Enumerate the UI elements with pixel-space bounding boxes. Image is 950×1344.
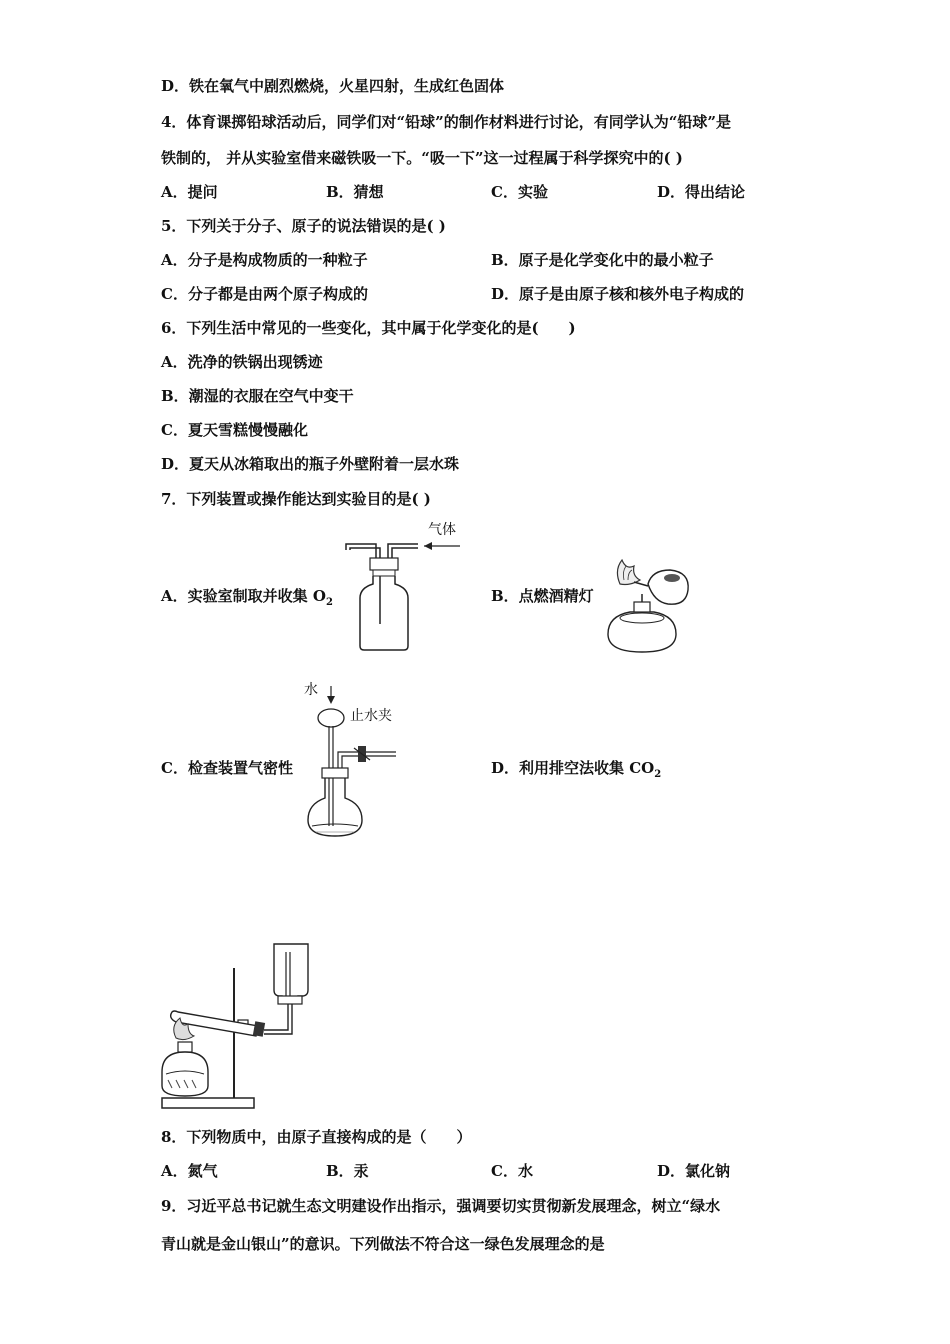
q8-option-a: A．氮气	[161, 1162, 218, 1180]
q4-option-d: D．得出结论	[657, 183, 746, 201]
airtightness-check-figure	[300, 680, 410, 840]
q6-option-c: C．夏天雪糕慢慢融化	[161, 421, 308, 439]
q7-option-b: B．点燃酒精灯	[491, 587, 594, 605]
stop-clamp-label: 止水夹	[350, 708, 392, 724]
q8-option-d: D．氯化钠	[657, 1162, 731, 1180]
gas-washing-bottle-figure	[340, 518, 470, 658]
q6-option-b: B．潮湿的衣服在空气中变干	[161, 387, 354, 405]
q7-option-a-subscript: 2	[325, 597, 333, 608]
q8-option-c: C．水	[491, 1162, 533, 1180]
q9-stem-line2: 青山就是金山银山”的意识。下列做法不符合这一绿色发展理念的是	[161, 1235, 605, 1253]
lighting-alcohol-lamp-figure	[600, 556, 695, 658]
q4-stem-line1: 4．体育课掷铅球活动后，同学们对“铅球”的制作材料进行讨论，有同学认为“铅球”是	[161, 113, 731, 131]
q5-option-a: A．分子是构成物质的一种粒子	[161, 251, 368, 269]
q4-option-c: C．实验	[491, 183, 548, 201]
q4-stem-line2: 铁制的， 并从实验室借来磁铁吸一下。“吸一下”这一过程属于科学探究中的( )	[161, 149, 683, 167]
q8-stem: 8．下列物质中，由原子直接构成的是（ ）	[161, 1128, 472, 1146]
q6-option-a: A．洗净的铁锅出现锈迹	[161, 353, 323, 371]
q7-option-d-subscript: 2	[654, 769, 662, 780]
q7-option-d-text: D．利用排空法收集 CO	[491, 759, 655, 777]
q5-stem: 5．下列关于分子、原子的说法错误的是( )	[161, 217, 446, 235]
q8-option-b: B．汞	[326, 1162, 369, 1180]
q6-option-d: D．夏天从冰箱取出的瓶子外壁附着一层水珠	[161, 455, 460, 473]
q3-option-d: D．铁在氧气中剧烈燃烧，火星四射，生成红色固体	[161, 77, 505, 95]
q4-option-a: A．提问	[161, 183, 218, 201]
heating-collection-apparatus-figure	[158, 938, 318, 1114]
q5-option-c: C．分子都是由两个原子构成的	[161, 285, 368, 303]
q9-stem-line1: 9．习近平总书记就生态文明建设作出指示，强调要切实贯彻新发展理念，树立“绿水	[161, 1197, 721, 1215]
q4-option-b: B．猜想	[326, 183, 384, 201]
gas-label: 气体	[428, 522, 456, 538]
q7-option-a-text: A．实验室制取并收集 O	[161, 587, 326, 605]
q7-stem: 7．下列装置或操作能达到实验目的是( )	[161, 490, 431, 508]
q7-option-d	[491, 758, 661, 785]
q5-option-b: B．原子是化学变化中的最小粒子	[491, 251, 714, 269]
q6-stem: 6．下列生活中常见的一些变化，其中属于化学变化的是( )	[161, 319, 576, 337]
water-label: 水	[304, 682, 318, 698]
q7-option-a	[161, 586, 333, 613]
q5-option-d: D．原子是由原子核和核外电子构成的	[491, 285, 745, 303]
q7-option-c: C．检查装置气密性	[161, 759, 293, 777]
